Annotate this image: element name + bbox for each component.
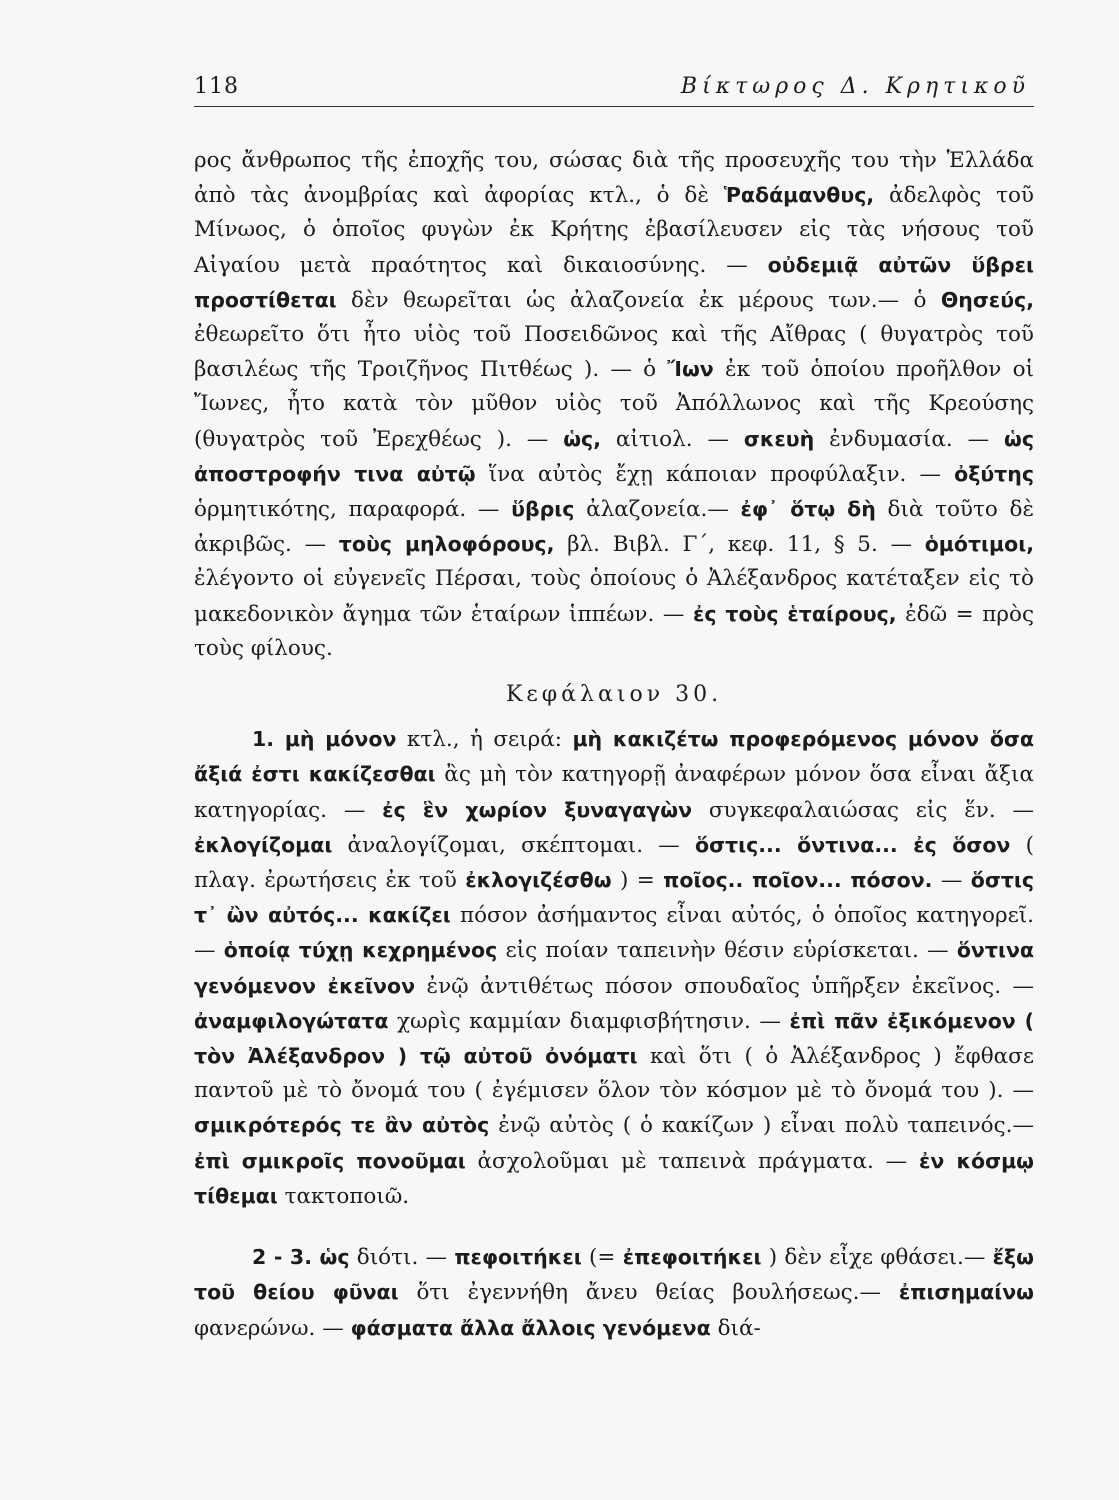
page-number: 118 [194,74,239,99]
text: τακτοποιῶ. [277,1183,410,1209]
lemma: ὕβρις [511,497,575,522]
lemma: ὀξύτης [954,461,1034,486]
lemma: ἐφ᾽ ὅτῳ δὴ [740,497,876,522]
text: ρος ἄνθρωπος τῆς ἐποχῆς του, σώσας διὰ τῆς προσευχῆς του τὴν Ἑλλάδα ἀπὸ τὰς ἀνομβρίας καὶ ἀφορίας κτλ., ὁ δὲ [194,148,1034,209]
text: (= [581,1245,623,1271]
lemma: ὡς ἀποστροφήν τινα αὐτῷ [194,426,1034,486]
text: ἐνῷ αὐτὸς ( ὁ κακίζων ) εἶναι πολὺ ταπεινός.— [489,1113,1034,1139]
text: φανερώνω. — [194,1315,351,1341]
page-body [194,144,1034,1346]
lemma: ὅστις τ᾽ ὢν αὐτός... κακίζει [194,868,1035,928]
text: ἀσχολοῦμαι μὲ ταπεινὰ πράγματα. — [465,1148,919,1174]
text: ἀλαζονεία.— [574,497,741,523]
running-head: Βίκτωρος Δ. Κρητικοῦ [680,74,1030,99]
lemma: 1. μὴ μόνον [252,727,397,752]
text: ἀδελφὸς τοῦ Μίνωος, ὁ ὁποῖος φυγὼν ἐκ Κρήτης ἐβασίλευσεν εἰς τὰς νήσους τοῦ Αἰγαίου μετὰ πραότητος καὶ δικαιοσύνης. — [194,183,1034,278]
text: ἵνα αὐτὸς ἔχῃ κάποιαν προφύλαξιν. — [475,461,955,487]
text: διά- [710,1315,761,1341]
lemma: ἐκλογίζομαι [194,832,333,857]
text: ἐκ τοῦ ὁποίου προῆλθον οἱ Ἴωνες, ἦτο κατὰ τὸν μῦθον υἱὸς τοῦ Ἀπόλλωνος καὶ τῆς Κρεούσης (θυγατρὸς τοῦ Ἐρεχθέως ). — [194,357,1034,452]
lemma: ἐκλογιζέσθω [465,868,612,893]
text: χωρὶς καμμίαν διαμφισβήτησιν. — [388,1008,790,1034]
text: ἀναλογίζομαι, σκέπτομαι. — [332,832,695,858]
lemma: Ῥαδάμανθυς, [723,183,875,208]
lemma: ἐπισημαίνω [898,1280,1034,1305]
commentary-paragraph-2 [194,722,1034,1214]
text: ἂς μὴ τὸν κατηγορῇ ἀναφέρων μόνον ὅσα εἶναι ἄξια κατηγορίας. — [194,762,1034,823]
lemma: ὡς, [563,426,601,451]
commentary-paragraph-3 [194,1240,1034,1346]
text: συγκεφαλαιώσας εἰς ἕν. — [692,797,1034,823]
text: ἐδῶ = πρὸς τοὺς φίλους. [194,601,1034,661]
text: εἰς ποίαν ταπεινὴν θέσιν εὑρίσκεται. — [497,938,957,964]
text: ἐθεωρεῖτο ὅτι ἦτο υἱὸς τοῦ Ποσειδῶνος καὶ τῆς Αἴθρας ( θυγατρὸς τοῦ βασιλέως τῆς Τροιζῆνος Πιτθέως ). — ὁ [194,322,1034,383]
lemma: τοὺς μηλοφόρους, [338,532,555,557]
lemma: ἐπὶ σμικροῖς πονοῦμαι [194,1148,466,1173]
lemma: ἐς ἓν χωρίον ξυναγαγὼν [382,797,693,822]
text: — [932,868,971,894]
text: δὲν θεωρεῖται ὡς ἀλαζονεία ἐκ μέρους των.— ὁ [336,287,941,313]
lemma: ὁποίᾳ τύχῃ κεχρημένος [223,938,498,963]
lemma: πεφοιτήκει [454,1245,582,1270]
lemma: ὅντινα γενόμενον ἐκεῖνον [194,938,1034,998]
text: ὁρμητικότης, παραφορά. — [194,497,512,523]
text: κτλ., ἡ σειρά: [396,727,573,753]
lemma: σμικρότερός τε ἂν αὐτὸς [194,1113,490,1138]
lemma: ἐπεφοιτήκει [622,1245,762,1270]
lemma: 2 - 3. ὡς [252,1245,350,1270]
text: διὰ τοῦτο δὲ ἀκριβῶς. — [194,497,1034,558]
page-header [194,72,1034,107]
commentary-paragraph-1 [194,144,1034,666]
text: ( πλαγ. ἐρωτήσεις ἐκ τοῦ [194,832,1034,894]
lemma: ἐν κόσμῳ τίθεμαι [194,1148,1034,1208]
lemma: ἀναμφιλογώτατα [194,1008,389,1033]
lemma: φάσματα ἄλλα ἄλλοις γενόμενα [350,1315,711,1340]
lemma: ἐς τοὺς ἑταίρους, [692,601,897,626]
text: ὅτι ἐγεννήθη ἄνευ θείας βουλήσεως.— [398,1280,899,1306]
lemma: ἔξω τοῦ θείου φῦναι [194,1245,1034,1305]
lemma: Θησεύς, [940,287,1034,312]
text: ἐνδυμασία. — [814,426,1005,452]
chapter-heading: Κεφάλαιον 30. [505,682,723,708]
text: ἐλέγοντο οἱ εὐγενεῖς Πέρσαι, τοὺς ὁποίους ὁ Ἀλέξανδρος κατέταξεν εἰς τὸ μακεδονικὸν ἄγημα τῶν ἑταίρων ἱππέων. — [194,566,1034,627]
text: πόσον ἀσήμαντος εἶναι αὐτός, ὁ ὁποῖος κατηγορεῖ. — [194,903,1035,964]
lemma: ποῖος.. ποῖον... πόσον. [663,868,933,893]
lemma: οὐδεμιᾷ αὐτῶν ὕβρει προστίθεται [194,252,1034,312]
text: διότι. — [349,1245,455,1271]
lemma: ὁμότιμοι, [924,532,1034,557]
lemma: μὴ κακιζέτω προφερόμενος μόνον ὅσα ἄξιά ἐστι κακίζεσθαι [194,727,1034,787]
lemma: ὅστις... ὅντινα... ἐς ὅσον [695,832,1011,857]
text: βλ. Βιβλ. Γ΄, κεφ. 11, § 5. — [554,532,925,558]
text: ) δὲν εἶχε φθάσει.— [761,1245,993,1271]
lemma: ἐπὶ πᾶν ἐξικόμενον ( τὸν Ἀλέξανδρον ) τῷ αὐτοῦ ὀνόματι [194,1008,1035,1069]
text: καὶ ὅτι ( ὁ Ἀλέξανδρος ) ἔφθασε παντοῦ μὲ τὸ ὄνομά του ( ἐγέμισεν ὅλον τὸν κόσμον μὲ τὸ ὄνομά του ). — [194,1044,1034,1104]
lemma: Ἴων [667,357,714,382]
lemma: σκευὴ [743,426,815,451]
text: ἐνῷ ἀντιθέτως πόσον σπουδαῖος ὑπῆρξεν ἐκεῖνος. — [415,973,1034,999]
text: αἰτιολ. — [600,426,744,452]
text: ) = [611,868,664,894]
